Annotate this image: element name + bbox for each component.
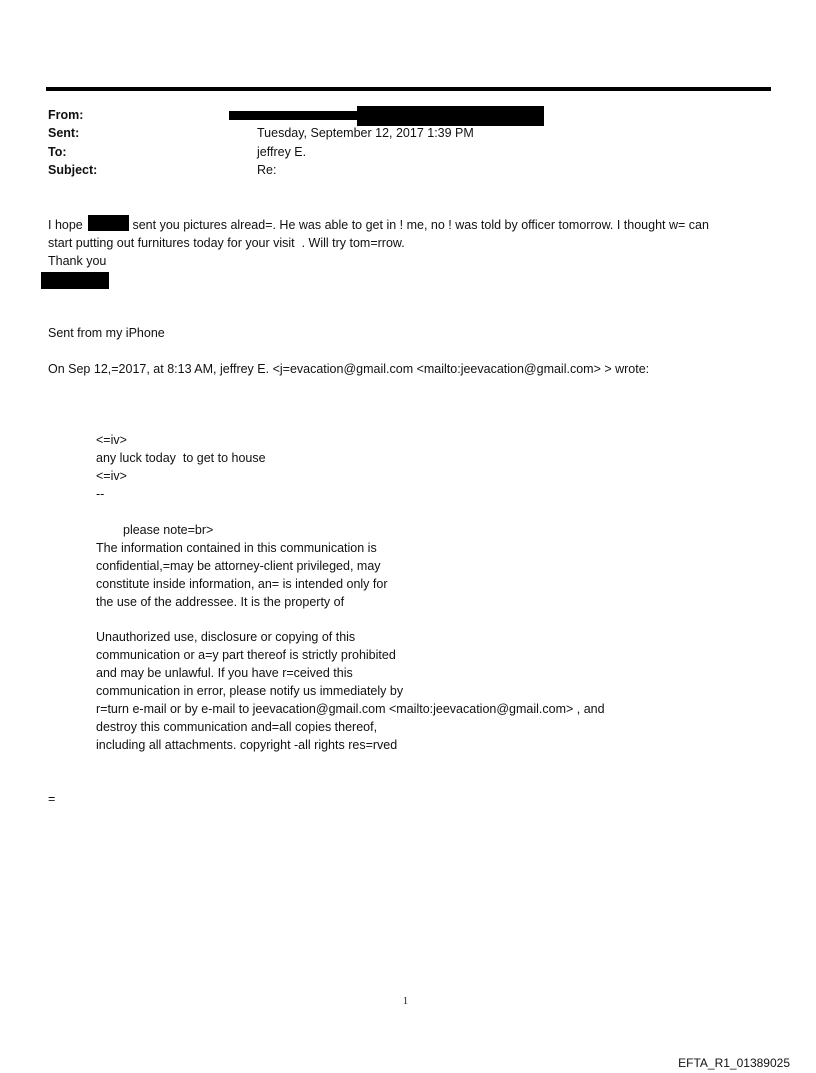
quoted-line-9: the use of the addressee. It is the property of bbox=[96, 595, 345, 609]
quoted-line-10: Unauthorized use, disclosure or copying of this bbox=[96, 630, 356, 644]
quoted-line-11: communication or a=y part thereof is strictly prohibited bbox=[96, 648, 396, 662]
quoted-line-12: and may be unlawful. If you have r=ceived this bbox=[96, 666, 353, 680]
name-redaction bbox=[88, 215, 129, 231]
header-rule bbox=[46, 87, 771, 91]
quoted-line-5: please note=br> bbox=[123, 523, 214, 537]
quoted-line-3: <=iv> bbox=[96, 469, 127, 483]
quoted-line-8: constitute inside information, an= is intended only for bbox=[96, 577, 388, 591]
subject-value: Re: bbox=[257, 163, 277, 177]
subject-label: Subject: bbox=[48, 163, 98, 177]
page-number: 1 bbox=[403, 996, 408, 1007]
message-line-3: Thank you bbox=[48, 254, 107, 268]
from-label: From: bbox=[48, 108, 84, 122]
message-line-2: start putting out furnitures today for your visit . Will try tom=rrow. bbox=[48, 236, 405, 250]
message-line-1b: sent you pictures alread=. He was able to get in ! me, no ! was told by officer tomorrow. I thought w= can bbox=[129, 218, 709, 232]
quoted-line-16: including all attachments. copyright -all rights res=rved bbox=[96, 738, 398, 752]
from-redaction-a bbox=[229, 111, 357, 120]
to-label: To: bbox=[48, 145, 67, 159]
signature-redaction bbox=[41, 272, 109, 289]
quoted-line-2: any luck today to get to house bbox=[96, 451, 266, 465]
quoted-line-1: <=iv> bbox=[96, 433, 127, 447]
sent-value: Tuesday, September 12, 2017 1:39 PM bbox=[257, 126, 474, 140]
sent-label: Sent: bbox=[48, 126, 80, 140]
trailing-equals: = bbox=[48, 792, 56, 806]
document-id: EFTA_R1_01389025 bbox=[678, 1056, 790, 1070]
quoted-line-15: destroy this communication and=all copies thereof, bbox=[96, 720, 378, 734]
quoted-line-13: communication in error, please notify us immediately by bbox=[96, 684, 404, 698]
to-value: jeffrey E. bbox=[257, 145, 307, 159]
sent-from-line: Sent from my iPhone bbox=[48, 326, 165, 340]
quoted-line-4: -- bbox=[96, 487, 105, 501]
message-line-1a: I hope bbox=[48, 218, 83, 232]
quoted-line-7: confidential,=may be attorney-client privileged, may bbox=[96, 559, 381, 573]
on-wrote-line: On Sep 12,=2017, at 8:13 AM, jeffrey E. <j=evacation@gmail.com <mailto:jeevacation@gmail.com> > wrote: bbox=[48, 362, 650, 376]
quoted-line-14: r=turn e-mail or by e-mail to jeevacation@gmail.com <mailto:jeevacation@gmail.com> , and bbox=[96, 702, 605, 716]
quoted-line-6: The information contained in this communication is bbox=[96, 541, 377, 555]
from-redaction-b bbox=[357, 106, 544, 126]
